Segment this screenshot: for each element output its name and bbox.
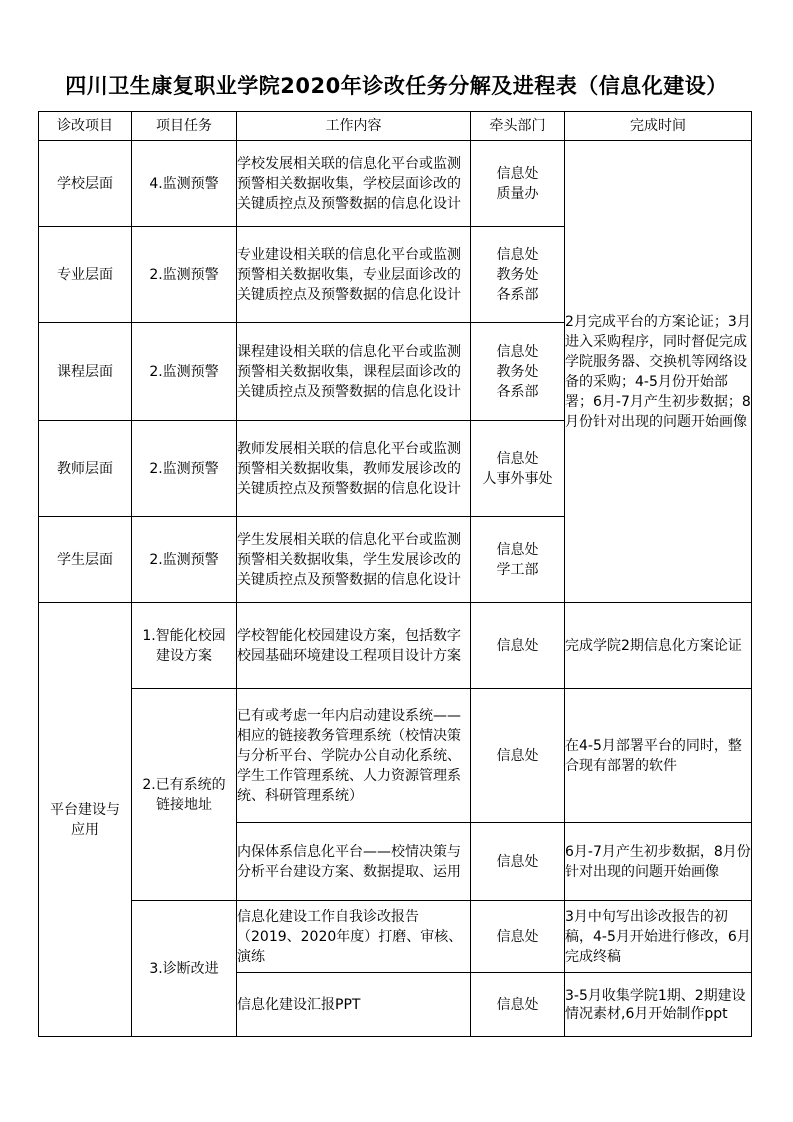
platform-project-cell: 平台建设与应用 [39,603,132,1037]
dept-cell: 信息处 [471,973,565,1037]
dept-cell: 信息处 [471,603,565,689]
header-task: 项目任务 [132,112,237,141]
dept-line: 教务处 [496,266,539,283]
dept-cell: 信息处 [471,823,565,901]
table-row [39,901,752,973]
task-cell: 2.监测预警 [132,421,237,517]
task-cell: 3.诊断改进 [132,901,237,1037]
dept-line: 人事外事处 [482,470,553,487]
page-title: 四川卫生康复职业学院2020年诊改任务分解及进程表（信息化建设） [65,74,728,98]
dept-cell [471,323,565,421]
project-cell: 学生层面 [39,517,132,603]
content-cell: 已有或考虑一年内启动建设系统——相应的链接教务管理系统（校情决策与分析平台、学院办公自动化系统、学生工作管理系统、人力资源管理系统、科研管理系统） [237,689,471,823]
time-cell: 在4-5月部署平台的同时，整合现有部署的软件 [565,689,752,823]
project-cell: 教师层面 [39,421,132,517]
task-cell: 2.监测预警 [132,323,237,421]
dept-line: 各系部 [496,286,539,303]
table-row [39,141,752,227]
dept-cell [471,421,565,517]
dept-line: 信息处 [496,343,539,360]
dept-cell: 信息处 [471,689,565,823]
task-cell: 2.已有系统的链接地址 [132,689,237,901]
table-row [39,603,752,689]
dept-line: 学工部 [496,561,539,578]
header-time: 完成时间 [565,112,752,141]
content-cell: 学生发展相关联的信息化平台或监测预警相关数据收集，学生发展诊改的关键质控点及预警数据的信息化设计 [237,517,471,603]
header-project: 诊改项目 [39,112,132,141]
project-cell: 专业层面 [39,227,132,323]
content-cell: 信息化建设汇报PPT [237,973,471,1037]
dept-line: 信息处 [496,246,539,263]
table-header-row [39,112,752,141]
dept-line: 质量办 [496,185,539,202]
table-row [39,689,752,823]
time-cell: 3-5月收集学院1期、2期建设情况素材,6月开始制作ppt [565,973,752,1037]
content-cell: 教师发展相关联的信息化平台或监测预警相关数据收集，教师发展诊改的关键质控点及预警数据的信息化设计 [237,421,471,517]
project-cell: 课程层面 [39,323,132,421]
dept-line: 信息处 [496,165,539,182]
dept-line: 教务处 [496,363,539,380]
content-cell: 学校智能化校园建设方案，包括数字校园基础环境建设工程项目设计方案 [237,603,471,689]
header-content: 工作内容 [237,112,471,141]
dept-line: 信息处 [496,541,539,558]
header-dept: 牵头部门 [471,112,565,141]
content-cell: 学校发展相关联的信息化平台或监测预警相关数据收集，学校层面诊改的关键质控点及预警数据的信息化设计 [237,141,471,227]
task-table [38,111,752,1037]
task-cell: 4.监测预警 [132,141,237,227]
dept-cell [471,227,565,323]
dept-line: 信息处 [496,450,539,467]
dept-cell [471,141,565,227]
dept-line: 各系部 [496,383,539,400]
task-cell: 1.智能化校园建设方案 [132,603,237,689]
content-cell: 信息化建设工作自我诊改报告（2019、2020年度）打磨、审核、演练 [237,901,471,973]
content-cell: 课程建设相关联的信息化平台或监测预警相关数据收集，课程层面诊改的关键质控点及预警数据的信息化设计 [237,323,471,421]
content-cell: 专业建设相关联的信息化平台或监测预警相关数据收集，专业层面诊改的关键质控点及预警数据的信息化设计 [237,227,471,323]
dept-cell: 信息处 [471,901,565,973]
task-cell: 2.监测预警 [132,517,237,603]
dept-cell [471,517,565,603]
time-cell: 完成学院2期信息化方案论证 [565,603,752,689]
time-cell: 6月-7月产生初步数据，8月份针对出现的问题开始画像 [565,823,752,901]
content-cell: 内保体系信息化平台——校情决策与分析平台建设方案、数据提取、运用 [237,823,471,901]
time-cell: 3月中旬写出诊改报告的初稿，4-5月开始进行修改，6月完成终稿 [565,901,752,973]
layer-time-cell: 2月完成平台的方案论证；3月进入采购程序，同时督促完成学院服务器、交换机等网络设备的采购；4-5月份开始部署；6月-7月产生初步数据；8月份针对出现的问题开始画像 [565,141,752,603]
project-cell: 学校层面 [39,141,132,227]
task-cell: 2.监测预警 [132,227,237,323]
